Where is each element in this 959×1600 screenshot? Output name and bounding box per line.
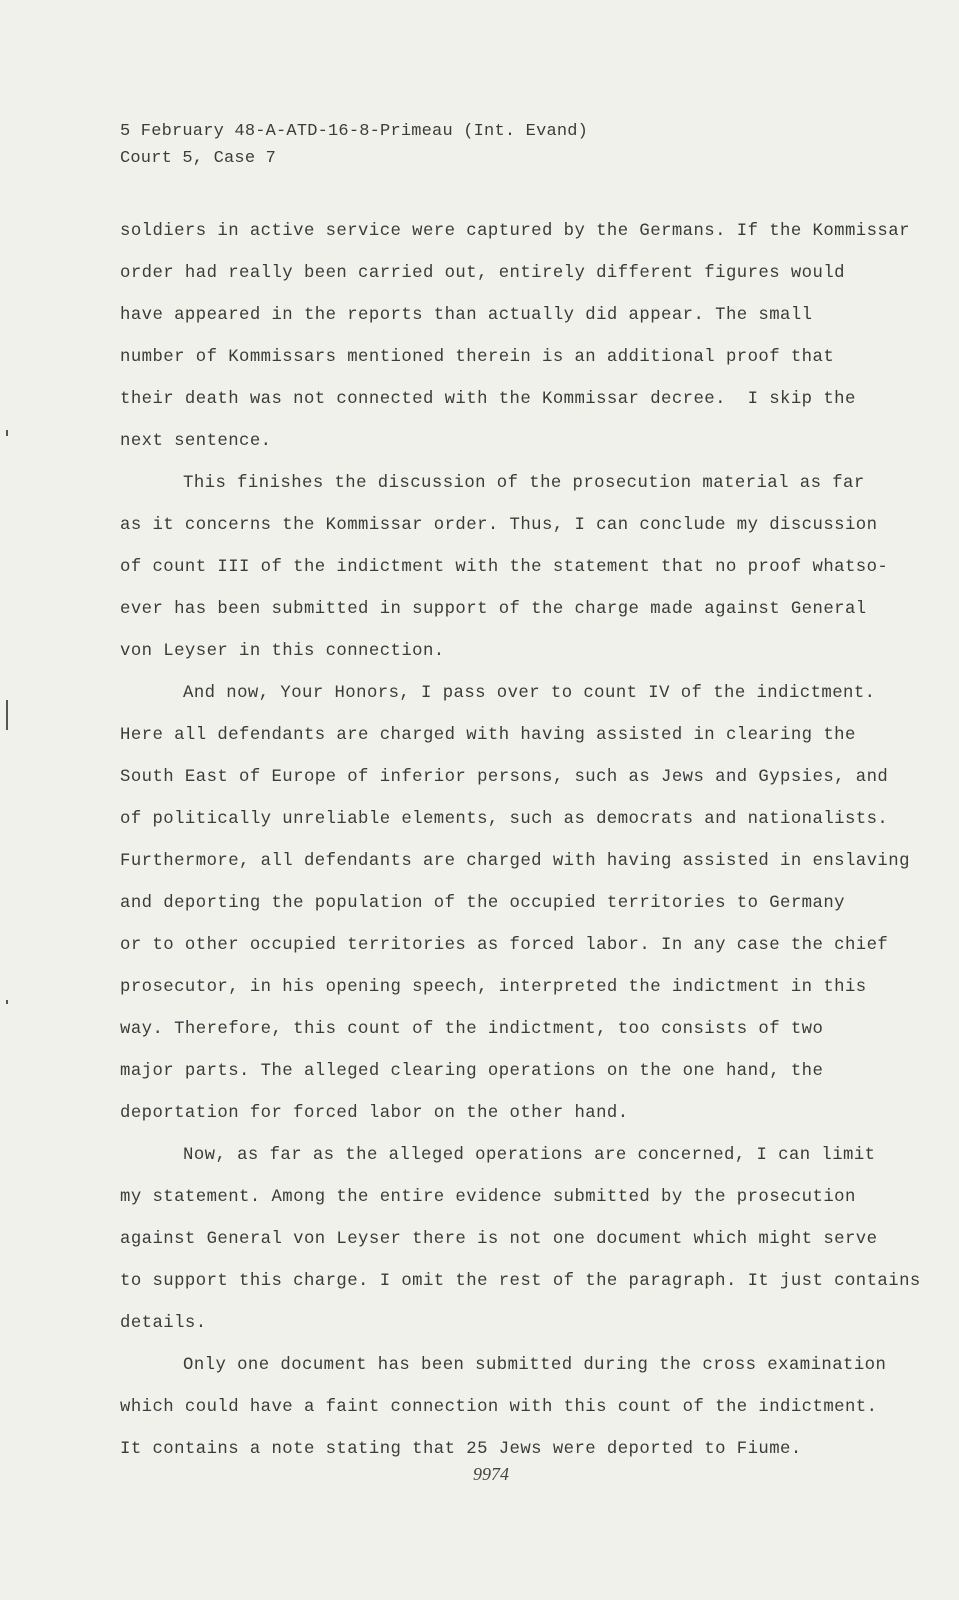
text-line: order had really been carried out, entirely different figures would [120, 264, 845, 283]
text-line: Only one document has been submitted during the cross examination [183, 1356, 887, 1375]
text-line: as it concerns the Kommissar order. Thus, I can conclude my discussion [120, 516, 878, 535]
text-line: have appeared in the reports than actually did appear. The small [120, 306, 813, 325]
text-line: way. Therefore, this count of the indictment, too consists of two [120, 1020, 824, 1039]
text-line: next sentence. [120, 432, 272, 451]
text-line: And now, Your Honors, I pass over to count IV of the indictment. [183, 684, 876, 703]
text-line: my statement. Among the entire evidence submitted by the prosecution [120, 1188, 856, 1207]
left-edge-mark [6, 430, 8, 436]
text-line: to support this charge. I omit the rest of the paragraph. It just contains [120, 1272, 921, 1291]
text-line: of politically unreliable elements, such as democrats and nationalists. [120, 810, 889, 829]
header-line-date-reference: 5 February 48-A-ATD-16-8-Primeau (Int. Evand) [120, 122, 589, 141]
text-line: Here all defendants are charged with having assisted in clearing the [120, 726, 856, 745]
header-line-court-case: Court 5, Case 7 [120, 149, 277, 168]
left-edge-mark [6, 700, 8, 730]
text-line: South East of Europe of inferior persons, such as Jews and Gypsies, and [120, 768, 889, 787]
text-line: deportation for forced labor on the other hand. [120, 1104, 629, 1123]
text-line: von Leyser in this connection. [120, 642, 445, 661]
text-line: and deporting the population of the occupied territories to Germany [120, 894, 845, 913]
text-line: against General von Leyser there is not one document which might serve [120, 1230, 878, 1249]
text-line: This finishes the discussion of the prosecution material as far [183, 474, 865, 493]
text-line: Furthermore, all defendants are charged with having assisted in enslaving [120, 852, 910, 871]
text-line: number of Kommissars mentioned therein is an additional proof that [120, 348, 835, 367]
text-line: ever has been submitted in support of the charge made against General [120, 600, 867, 619]
text-line: major parts. The alleged clearing operations on the one hand, the [120, 1062, 824, 1081]
text-line: It contains a note stating that 25 Jews were deported to Fiume. [120, 1440, 802, 1459]
left-edge-mark [6, 1000, 8, 1004]
page-number: 9974 [473, 1464, 509, 1484]
text-line: which could have a faint connection with this count of the indictment. [120, 1398, 878, 1417]
text-line: Now, as far as the alleged operations are concerned, I can limit [183, 1146, 876, 1165]
document-header [120, 118, 588, 172]
text-line: their death was not connected with the Kommissar decree. I skip the [120, 390, 856, 409]
text-line: or to other occupied territories as forced labor. In any case the chief [120, 936, 889, 955]
text-line: details. [120, 1314, 207, 1333]
text-line: soldiers in active service were captured by the Germans. If the Kommissar [120, 222, 910, 241]
text-line: prosecutor, in his opening speech, interpreted the indictment in this [120, 978, 867, 997]
text-line: of count III of the indictment with the statement that no proof whatso- [120, 558, 889, 577]
